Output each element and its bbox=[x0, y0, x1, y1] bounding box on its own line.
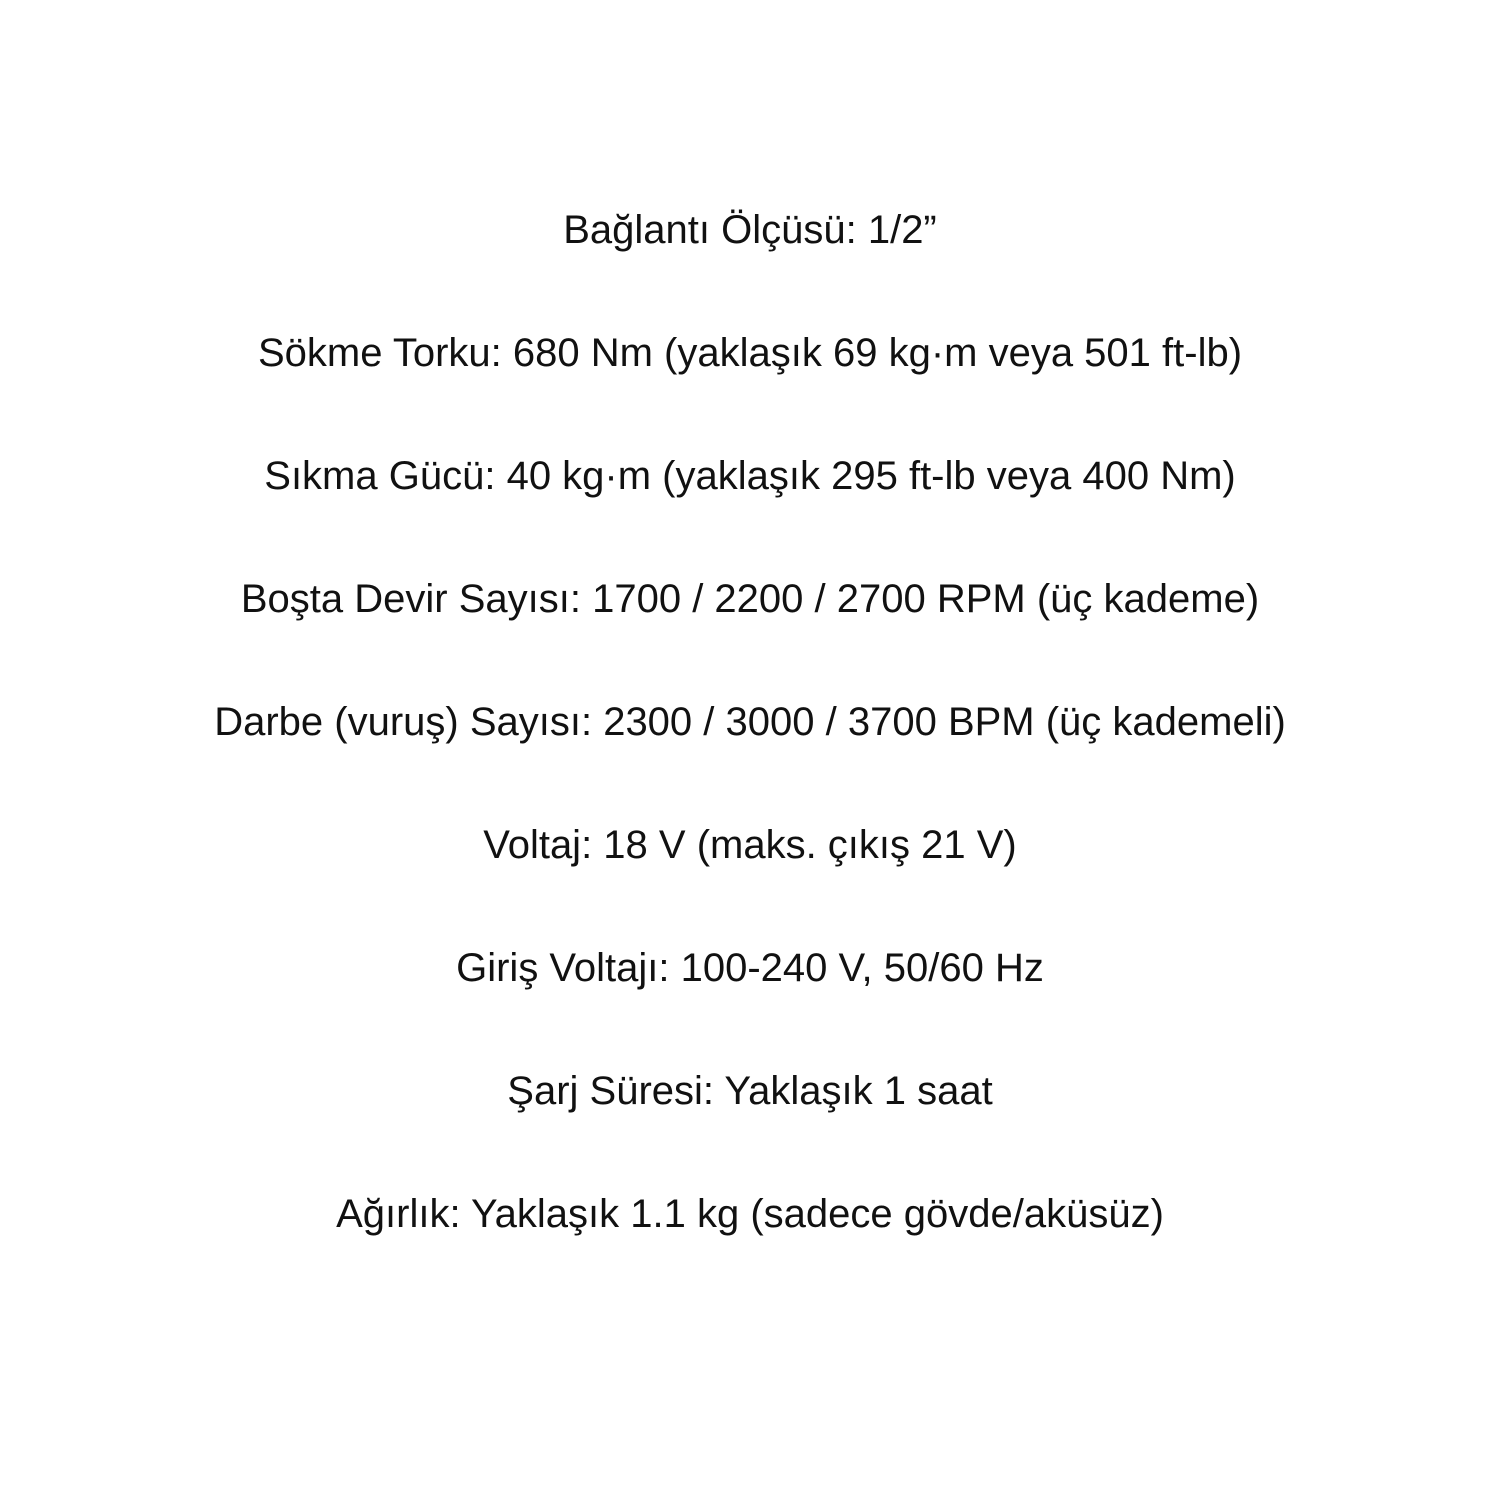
spec-impact-rate: Darbe (vuruş) Sayısı: 2300 / 3000 / 3700 BPM (üç kademeli) bbox=[214, 700, 1286, 744]
spec-input-voltage: Giriş Voltajı: 100-240 V, 50/60 Hz bbox=[456, 946, 1044, 990]
spec-removal-torque: Sökme Torku: 680 Nm (yaklaşık 69 kg·m veya 501 ft-lb) bbox=[257, 331, 1243, 375]
spec-connection-size: Bağlantı Ölçüsü: 1/2” bbox=[563, 208, 937, 252]
spec-tightening-power: Sıkma Gücü: 40 kg·m (yaklaşık 295 ft-lb veya 400 Nm) bbox=[264, 454, 1236, 498]
spec-weight: Ağırlık: Yaklaşık 1.1 kg (sadece gövde/aküsüz) bbox=[336, 1192, 1164, 1236]
spec-idle-speed: Boşta Devir Sayısı: 1700 / 2200 / 2700 RPM (üç kademe) bbox=[240, 577, 1260, 621]
spec-charge-time: Şarj Süresi: Yaklaşık 1 saat bbox=[507, 1069, 993, 1113]
spec-voltage: Voltaj: 18 V (maks. çıkış 21 V) bbox=[483, 823, 1017, 867]
